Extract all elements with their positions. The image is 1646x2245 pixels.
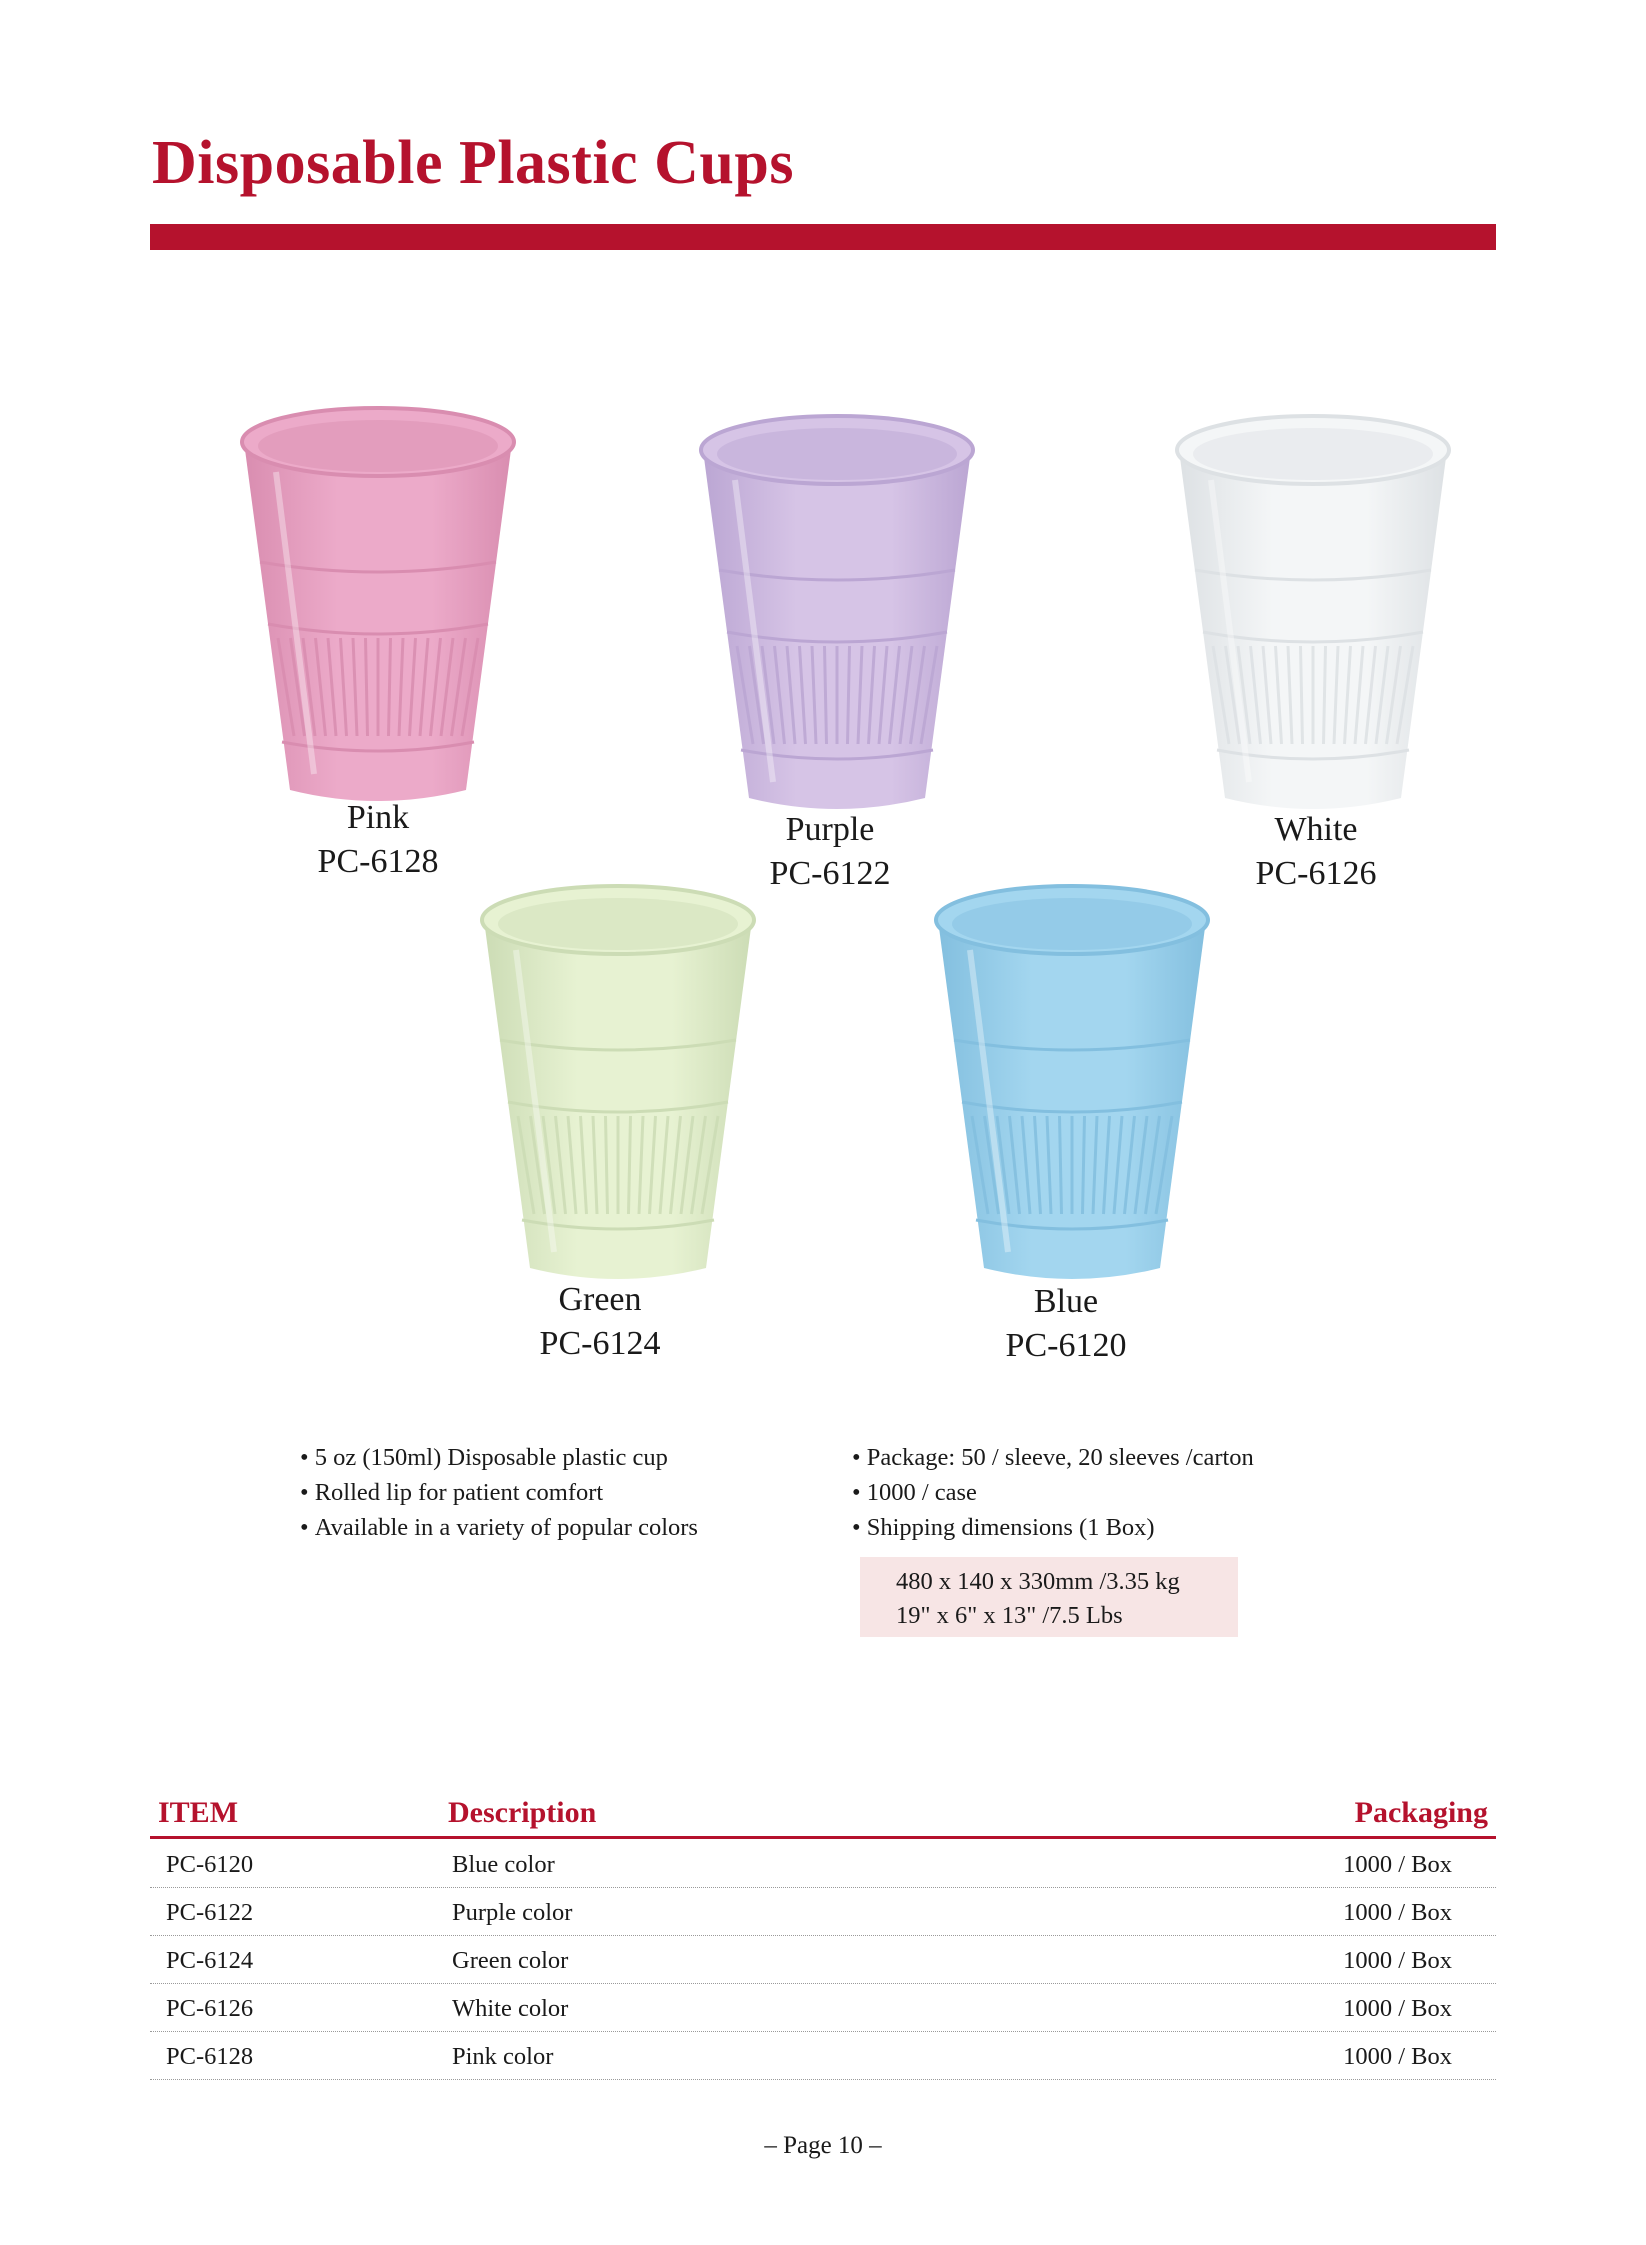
- shipping-dimensions-box: [860, 1557, 1238, 1637]
- cell-item: PC-6124: [166, 1947, 254, 1974]
- list-item: • Package: 50 / sleeve, 20 sleeves /carton: [852, 1440, 1254, 1475]
- cell-packaging: 1000 / Box: [1343, 2043, 1452, 2070]
- green-cup-image: [468, 880, 768, 1300]
- table-header: [150, 1790, 1496, 1839]
- cup-code: PC-6128: [317, 843, 439, 880]
- cell-description: Purple color: [452, 1899, 573, 1926]
- cell-item: PC-6122: [166, 1899, 254, 1926]
- cell-packaging: 1000 / Box: [1343, 1995, 1452, 2022]
- cell-packaging: 1000 / Box: [1343, 1947, 1452, 1974]
- table-row: [150, 1839, 1496, 1888]
- pink-cup-label: [228, 796, 528, 884]
- list-item: • Shipping dimensions (1 Box): [852, 1510, 1254, 1545]
- page-number: – Page 10 –: [764, 2132, 882, 2159]
- cup-code: PC-6122: [769, 855, 891, 892]
- cell-description: Blue color: [452, 1851, 555, 1878]
- features-list-right: [852, 1440, 1254, 1545]
- list-item: • 1000 / case: [852, 1475, 1254, 1510]
- list-item: • Available in a variety of popular colors: [300, 1510, 698, 1545]
- cup-color-name: White: [1274, 811, 1358, 848]
- table-row: [150, 1935, 1496, 1984]
- shipping-metric: 480 x 140 x 330mm /3.35 kg: [896, 1568, 1180, 1595]
- cell-item: PC-6120: [166, 1851, 254, 1878]
- list-item: • 5 oz (150ml) Disposable plastic cup: [300, 1440, 698, 1475]
- cell-packaging: 1000 / Box: [1343, 1851, 1452, 1878]
- cup-color-name: Pink: [346, 799, 410, 836]
- cup-color-name: Green: [558, 1281, 642, 1318]
- cell-description: Pink color: [452, 2043, 554, 2070]
- header-packaging: Packaging: [1354, 1796, 1488, 1829]
- features-list-left: [300, 1440, 698, 1545]
- white-cup-image: [1163, 410, 1463, 830]
- cell-packaging: 1000 / Box: [1343, 1899, 1452, 1926]
- cup-code: PC-6126: [1255, 855, 1377, 892]
- cell-description: Green color: [452, 1947, 569, 1974]
- cup-color-name: Purple: [785, 811, 875, 848]
- cup-color-name: Blue: [1033, 1283, 1099, 1320]
- pink-cup-image: [228, 402, 528, 822]
- header-description: Description: [448, 1796, 597, 1829]
- table-row: [150, 1983, 1496, 2032]
- list-item: • Rolled lip for patient comfort: [300, 1475, 698, 1510]
- cell-item: PC-6126: [166, 1995, 254, 2022]
- title-underline-bar: [150, 224, 1496, 250]
- page-title: Disposable Plastic Cups: [152, 129, 794, 197]
- header-item: ITEM: [158, 1796, 239, 1829]
- shipping-imperial: 19" x 6" x 13" /7.5 Lbs: [896, 1602, 1123, 1629]
- purple-cup-image: [687, 410, 987, 830]
- cup-code: PC-6120: [1005, 1327, 1127, 1364]
- blue-cup-image: [922, 880, 1222, 1300]
- cell-item: PC-6128: [166, 2043, 254, 2070]
- green-cup-label: [450, 1278, 750, 1366]
- white-cup-label: [1166, 808, 1466, 896]
- cup-code: PC-6124: [539, 1325, 661, 1362]
- cell-description: White color: [452, 1995, 569, 2022]
- table-row: [150, 2031, 1496, 2080]
- blue-cup-label: [916, 1280, 1216, 1368]
- purple-cup-label: [680, 808, 980, 896]
- table-row: [150, 1887, 1496, 1936]
